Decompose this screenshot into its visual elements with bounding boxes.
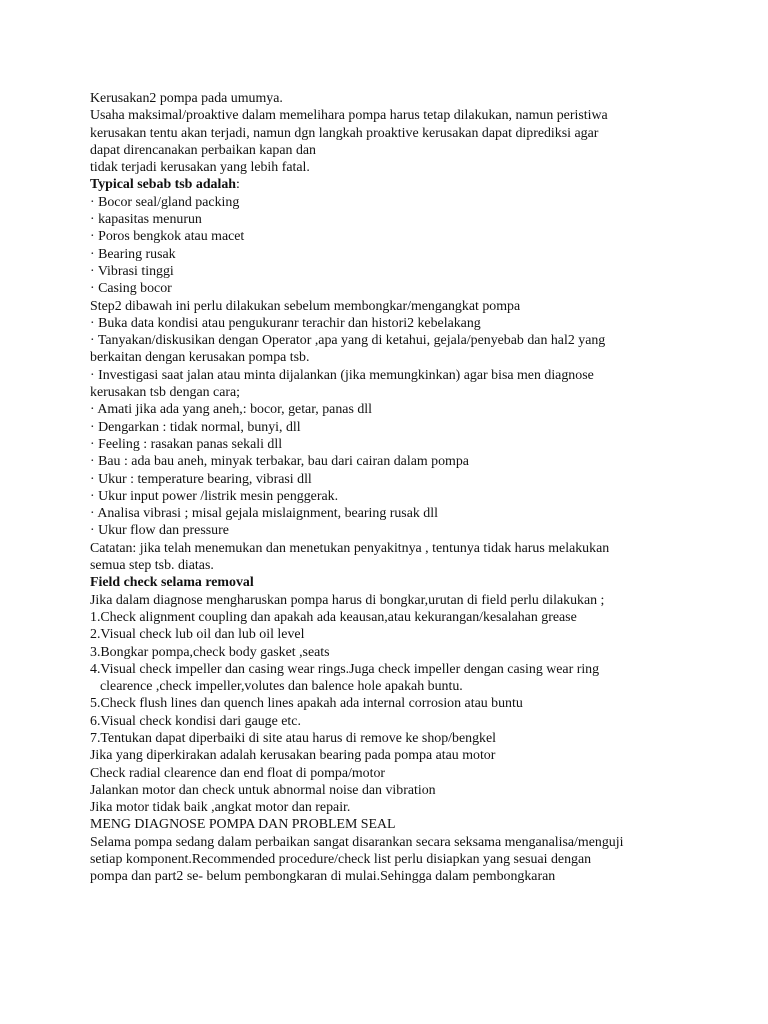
line-text: · Buka data kondisi atau pengukuranr terachir dan histori2 kebelakang — [90, 315, 481, 331]
text-line — [90, 349, 690, 366]
text-line — [90, 107, 690, 124]
line-text: pompa dan part2 se- belum pembongkaran di mulai.Sehingga dalam pembongkaran — [90, 869, 556, 885]
line-text: kerusakan tentu akan terjadi, namun dgn langkah proaktive kerusakan dapat diprediksi agar — [90, 125, 599, 141]
text-line — [90, 626, 690, 643]
text-line — [90, 90, 690, 107]
text-line — [90, 609, 690, 626]
line-text: · Investigasi saat jalan atau minta dijalankan (jika memungkinkan) agar bisa men diagnose — [90, 367, 594, 383]
text-line — [90, 263, 690, 280]
line-text: Jika yang diperkirakan adalah kerusakan bearing pada pompa atau motor — [90, 748, 496, 764]
text-line — [90, 868, 690, 885]
section-heading: Field check selama removal — [90, 575, 254, 591]
text-line — [90, 298, 690, 315]
text-line — [90, 453, 690, 470]
line-text: Catatan: jika telah menemukan dan menetukan penyakitnya , tentunya tidak harus melakukan — [90, 540, 610, 556]
text-line — [90, 471, 690, 488]
line-text: · Casing bocor — [90, 281, 172, 297]
text-line — [90, 851, 690, 868]
text-line — [90, 194, 690, 211]
text-line — [90, 159, 690, 176]
text-line — [90, 557, 690, 574]
text-line — [90, 280, 690, 297]
text-line — [90, 574, 690, 591]
text-line — [90, 315, 690, 332]
text-line — [90, 488, 690, 505]
line-text: · Ukur : temperature bearing, vibrasi dll — [90, 471, 312, 487]
line-text: · Dengarkan : tidak normal, bunyi, dll — [90, 419, 301, 435]
text-line — [90, 730, 690, 747]
text-line — [90, 765, 690, 782]
text-line — [90, 678, 690, 695]
line-suffix: : — [236, 177, 240, 193]
text-line — [90, 505, 690, 522]
section-heading: Typical sebab tsb adalah — [90, 177, 237, 193]
line-text: berkaitan dengan kerusakan pompa tsb. — [90, 350, 310, 366]
line-text: · Amati jika ada yang aneh,: bocor, getar, panas dll — [90, 402, 373, 418]
line-text: Kerusakan2 pompa pada umumya. — [90, 91, 283, 106]
line-text: · Poros bengkok atau macet — [90, 229, 245, 245]
text-line — [90, 695, 690, 712]
text-line — [90, 384, 690, 401]
line-text: Check radial clearence dan end float di pompa/motor — [90, 765, 386, 781]
line-text: · Bau : ada bau aneh, minyak terbakar, bau dari cairan dalam pompa — [90, 454, 469, 470]
text-line — [90, 747, 690, 764]
line-text: 5.Check flush lines dan quench lines apakah ada internal corrosion atau buntu — [90, 696, 523, 712]
text-line — [90, 176, 690, 193]
line-text: 2.Visual check lub oil dan lub oil level — [90, 627, 305, 643]
text-line — [90, 816, 690, 833]
line-text: setiap komponent.Recommended procedure/check list perlu disiapkan yang sesuai dengan — [90, 852, 592, 868]
line-text: · Feeling : rasakan panas sekali dll — [90, 436, 283, 452]
text-line — [90, 522, 690, 539]
line-text: · Vibrasi tinggi — [90, 263, 174, 279]
line-text: · Bocor seal/gland packing — [90, 194, 240, 210]
text-line — [90, 332, 690, 349]
line-text: · kapasitas menurun — [90, 212, 202, 228]
document-page — [90, 90, 690, 886]
line-text: · Ukur flow dan pressure — [90, 523, 229, 539]
line-text: 7.Tentukan dapat diperbaiki di site atau harus di remove ke shop/bengkel — [90, 730, 496, 746]
line-text: Jika dalam diagnose mengharuskan pompa harus di bongkar,urutan di field perlu dilakukan ; — [90, 592, 605, 608]
text-line — [90, 125, 690, 142]
text-line — [90, 419, 690, 436]
line-text: Jalankan motor dan check untuk abnormal noise dan vibration — [90, 782, 436, 798]
line-text: semua step tsb. diatas. — [90, 558, 214, 574]
line-text: 1.Check alignment coupling dan apakah ada keausan,atau kekurangan/kesalahan grease — [90, 609, 577, 625]
line-text: Usaha maksimal/proaktive dalam memelihara pompa harus tetap dilakukan, namun peristiwa — [90, 108, 608, 124]
text-line — [90, 592, 690, 609]
line-text: dapat direncanakan perbaikan kapan dan — [90, 142, 316, 158]
line-text: · Tanyakan/diskusikan dengan Operator ,apa yang di ketahui, gejala/penyebab dan hal2 yang — [90, 333, 606, 349]
line-text: Jika motor tidak baik ,angkat motor dan repair. — [90, 800, 351, 816]
line-text: · Bearing rusak — [90, 246, 176, 262]
line-text: 6.Visual check kondisi dari gauge etc. — [90, 713, 301, 729]
text-line — [90, 713, 690, 730]
text-line — [90, 142, 690, 159]
line-text: 4.Visual check impeller dan casing wear rings.Juga check impeller dengan casing wear ring — [90, 661, 600, 677]
line-text: clearence ,check impeller,volutes dan balence hole apakah buntu. — [100, 679, 463, 695]
text-line — [90, 782, 690, 799]
line-text: · Ukur input power /listrik mesin penggerak. — [90, 488, 339, 504]
line-text: kerusakan tsb dengan cara; — [90, 385, 241, 401]
line-text: MENG DIAGNOSE POMPA DAN PROBLEM SEAL — [90, 817, 396, 833]
line-text: tidak terjadi kerusakan yang lebih fatal. — [90, 160, 310, 176]
line-text: Selama pompa sedang dalam perbaikan sangat disarankan secara seksama menganalisa/menguji — [90, 834, 624, 850]
text-line — [90, 644, 690, 661]
text-line — [90, 834, 690, 851]
text-line — [90, 661, 690, 678]
text-line — [90, 211, 690, 228]
text-line — [90, 246, 690, 263]
line-text: 3.Bongkar pompa,check body gasket ,seats — [90, 644, 330, 660]
line-text: · Analisa vibrasi ; misal gejala mislaignment, bearing rusak dll — [90, 506, 438, 522]
line-text: Step2 dibawah ini perlu dilakukan sebelum membongkar/mengangkat pompa — [90, 298, 521, 314]
text-line — [90, 228, 690, 245]
text-line — [90, 799, 690, 816]
text-line — [90, 401, 690, 418]
text-line — [90, 436, 690, 453]
text-line — [90, 367, 690, 384]
text-line — [90, 540, 690, 557]
